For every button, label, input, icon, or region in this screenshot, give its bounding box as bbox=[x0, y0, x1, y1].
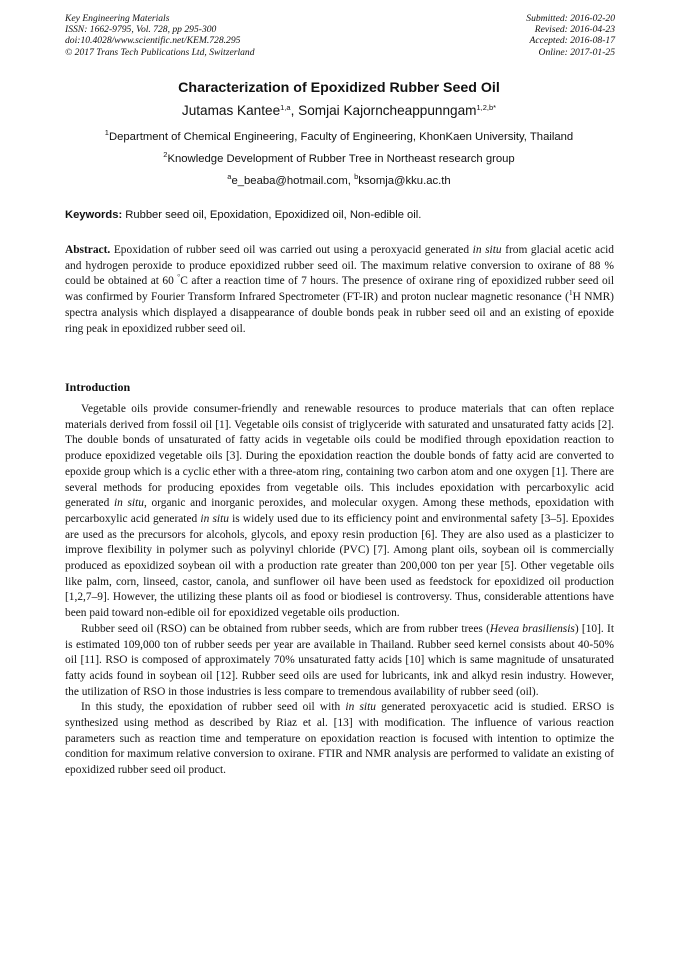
publication-dates bbox=[526, 13, 615, 58]
affiliation-1-text: Department of Chemical Engineering, Faculty of Engineering, KhonKaen University, Thailand bbox=[108, 131, 574, 143]
paragraph-text: Vegetable oils provide consumer-friendly and renewable resources to produce materials that can often replace materials derived from fossil oil [1]. Vegetable oils consist of triglyceride with saturated and unsaturated fatty acids [2]. The double bonds of unsaturated of fatty acids in vegetable oils could be modified through epoxidation reaction to produce epoxidized vegetable oils [3]. During the epoxidation reaction the double bonds of fatty acid are converted to epoxide group which is a cyclic ether with a three-atom ring, containing two carbon atom and one oxygen [1]. There are several methods for producing epoxides from vegetable oils. This includes epoxidation with percarboxylic acid generated bbox=[65, 403, 614, 510]
abstract-text: Epoxidation of rubber seed oil was carried out using a peroxyacid generated bbox=[110, 244, 473, 256]
italic-term: in situ bbox=[113, 497, 144, 510]
intro-paragraph bbox=[65, 402, 614, 622]
journal-info bbox=[65, 13, 255, 58]
degree-mark: ° bbox=[177, 272, 181, 282]
intro-paragraph bbox=[65, 622, 614, 701]
keywords-line bbox=[65, 209, 421, 221]
paragraph-text: generated peroxyacetic acid is studied. ERSO is synthesized using method as described by Riaz et al. [13] with modification. The influence of various reaction parameters such as reaction time and temperature on epoxidation reaction is focused with intention to optimize the condition for maximum relative conversion to oxirane. FTIR and NMR analysis are performed to validate an existing of epoxidized rubber seed oil product. bbox=[65, 701, 615, 777]
paragraph-text: , organic and inorganic peroxides, and molecular oxygen. Among these methods, epoxidation with percarboxylic acid generated bbox=[65, 497, 614, 525]
author-1-affil: 1,a bbox=[280, 103, 291, 112]
italic-term: in situ bbox=[345, 701, 376, 714]
author-1-name: Jutamas Kantee bbox=[181, 103, 281, 118]
abstract-text: from glacial acetic acid and hydrogen peroxide to produce epoxidized rubber seed oil. The maximum relative conversion to oxirane of 88 % could be obtained at 60 bbox=[65, 244, 615, 288]
italic-term: Hevea brasiliensis bbox=[489, 622, 575, 635]
affiliation-2-text: Knowledge Development of Rubber Tree in Northeast research group bbox=[167, 153, 515, 165]
abstract-text: C after a reaction time of 7 hours. The presence of oxirane ring of epoxidized rubber seed oil was confirmed by Fourier Transform Infrared Spectrometer (FT-IR) and proton nuclear magnetic resonance ( bbox=[65, 275, 615, 304]
author-list bbox=[0, 103, 678, 118]
date-online: Online: 2017-01-25 bbox=[538, 46, 615, 58]
author-2-name: Somjai Kajorncheappunngam bbox=[298, 103, 477, 118]
journal-doi: doi:10.4028/www.scientific.net/KEM.728.295 bbox=[65, 35, 241, 47]
abstract-italic: in situ bbox=[472, 244, 502, 256]
journal-name: Key Engineering Materials bbox=[65, 13, 170, 24]
author-separator: , bbox=[290, 103, 299, 118]
affiliation-2 bbox=[0, 150, 678, 165]
keywords-label: Keywords: bbox=[65, 209, 123, 221]
affiliation-2-mark: 2 bbox=[163, 150, 168, 159]
journal-issn: ISSN: 1662-9795, Vol. 728, pp 295-300 bbox=[65, 24, 217, 36]
author-emails bbox=[0, 172, 678, 187]
paper-title: Characterization of Epoxidized Rubber Seed Oil bbox=[178, 80, 500, 96]
section-heading-introduction: Introduction bbox=[65, 380, 131, 394]
abstract-label: Abstract. bbox=[65, 244, 111, 256]
abstract-text: H NMR) spectra analysis which displayed a disappearance of double bonds peak in rubber seed oil and an existing of epoxide ring peak in epoxidized rubber seed oil. bbox=[65, 291, 614, 335]
email-a-mark: a bbox=[227, 172, 232, 181]
italic-term: in situ bbox=[200, 512, 229, 525]
paragraph-text: In this study, the epoxidation of rubber seed oil with bbox=[81, 701, 346, 714]
isotope-mark: 1 bbox=[568, 288, 573, 298]
journal-copyright: © 2017 Trans Tech Publications Ltd, Switzerland bbox=[65, 46, 255, 58]
affiliation-1-mark: 1 bbox=[104, 128, 109, 137]
affiliation-1 bbox=[0, 128, 678, 143]
paragraph-text: Rubber seed oil (RSO) can be obtained from rubber seeds, which are from rubber trees ( bbox=[81, 622, 490, 635]
abstract bbox=[65, 243, 614, 337]
date-revised: Revised: 2016-04-23 bbox=[534, 24, 615, 36]
paragraph-text: ) [10]. It is estimated 109,000 ton of rubber seeds per year are available in Thailand. Rubber seed kernel consists about 40-50% oil [11]. RSO is composed of approximately 70% unsaturated fatty acids [10] which is same magnitude of unsaturated fatty acids found in soybean oil [12]. Rubber seed oils are used for lubricants, ink and alkyd resin industry. However, the utilization of RSO in those industries is less compare to tremendous availability of rubber seed (oil). bbox=[65, 622, 614, 698]
keywords-text: Rubber seed oil, Epoxidation, Epoxidized oil, Non-edible oil. bbox=[122, 209, 422, 221]
email-b: ksomja@kku.ac.th bbox=[358, 175, 451, 187]
paragraph-text: is widely used due to its efficiency point and environmental safety [3–5]. Epoxides are used as the precursors for alcohols, glycols, and epoxy resin production [6]. They are also used as a plasticizer to improve flexibility in polymer such as polyvinyl chloride (PVC) [7]. Among plant oils, soybean oil is commercially produced as epoxidized soybean oil with a production rate greater than 200,000 ton per year [5]. Other vegetable oils like palm, corn, linseed, castor, canola, and sunflower oil have been used as feedstock for epoxidized oil production [1,2,7–9]. However, the utilizing these plants oil as food or biodiesel is controversy. Thus, considerable attentions have been paid toward non-edible oil for epoxidized vegetable oils production. bbox=[65, 512, 614, 620]
author-2-affil: 1,2,b* bbox=[476, 103, 497, 112]
email-b-mark: b bbox=[354, 172, 359, 181]
date-submitted: Submitted: 2016-02-20 bbox=[526, 13, 615, 24]
date-accepted: Accepted: 2016-08-17 bbox=[529, 35, 615, 47]
email-a: e_beaba@hotmail.com, bbox=[231, 175, 355, 187]
intro-paragraph bbox=[65, 700, 614, 779]
introduction-body bbox=[65, 402, 614, 779]
